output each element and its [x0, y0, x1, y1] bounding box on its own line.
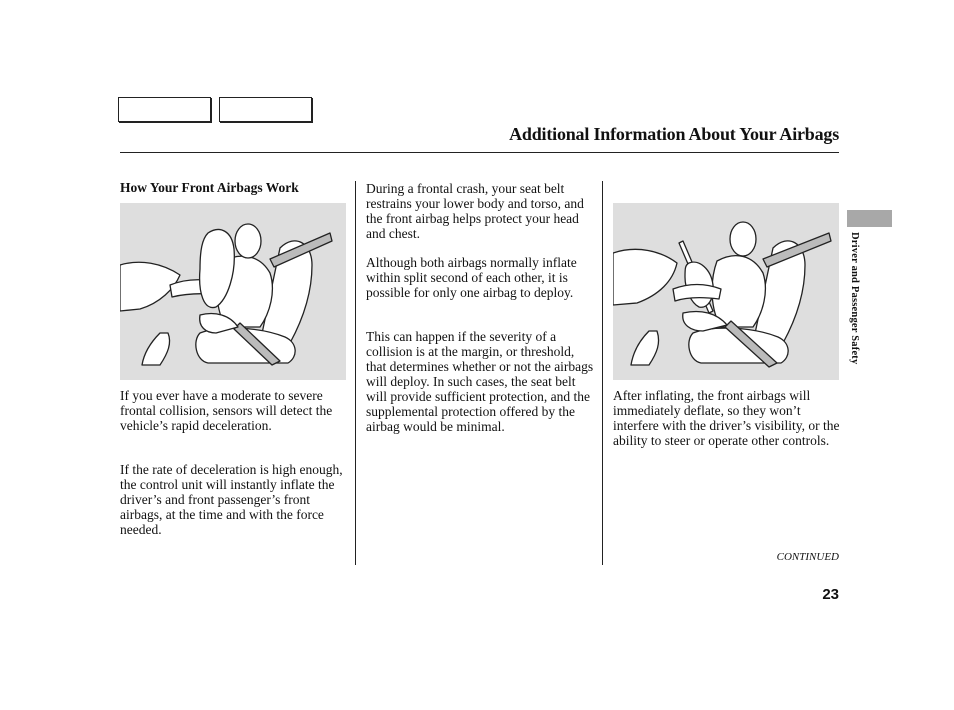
- paragraph: If the rate of deceleration is high enough, the control unit will instantly inflate the driver’s and front passenger’s front airbags, at the time and with the force needed.: [120, 462, 343, 537]
- section-heading: How Your Front Airbags Work: [120, 180, 299, 195]
- paragraph: This can happen if the severity of a collision is at the margin, or threshold, that determines whether or not the airbags will deploy. In such cases, the seat belt will provide sufficient protection, and the supplemental protection offered by the airbag would be minimal.: [366, 329, 594, 434]
- page-title: Additional Information About Your Airbags: [509, 124, 839, 144]
- paragraph: After inflating, the front airbags will immediately deflate, so they won’t interfere with the driver’s visibility, or the ability to steer or operate other controls.: [613, 388, 840, 448]
- paragraph: If you ever have a moderate to severe frontal collision, sensors will detect the vehicle’s rapid deceleration.: [120, 388, 333, 433]
- airbag-inflated-illustration: [120, 203, 346, 380]
- continued-label: CONTINUED: [776, 551, 839, 563]
- column-divider-left: [355, 181, 356, 565]
- column-divider-right: [602, 181, 603, 565]
- page-number: 23: [822, 586, 839, 603]
- nav-button-contents[interactable]: [118, 97, 211, 122]
- airbag-deflated-illustration: [613, 203, 839, 380]
- section-tab-label: Driver and Passenger Safety: [849, 232, 860, 365]
- nav-button-index[interactable]: [219, 97, 312, 122]
- paragraph: Although both airbags normally inflate within split second of each other, it is possible for only one airbag to deploy.: [366, 255, 577, 300]
- paragraph: During a frontal crash, your seat belt restrains your lower body and torso, and the front airbag helps protect your head and chest.: [366, 181, 584, 241]
- section-tab: [847, 210, 892, 227]
- title-divider: [120, 152, 839, 153]
